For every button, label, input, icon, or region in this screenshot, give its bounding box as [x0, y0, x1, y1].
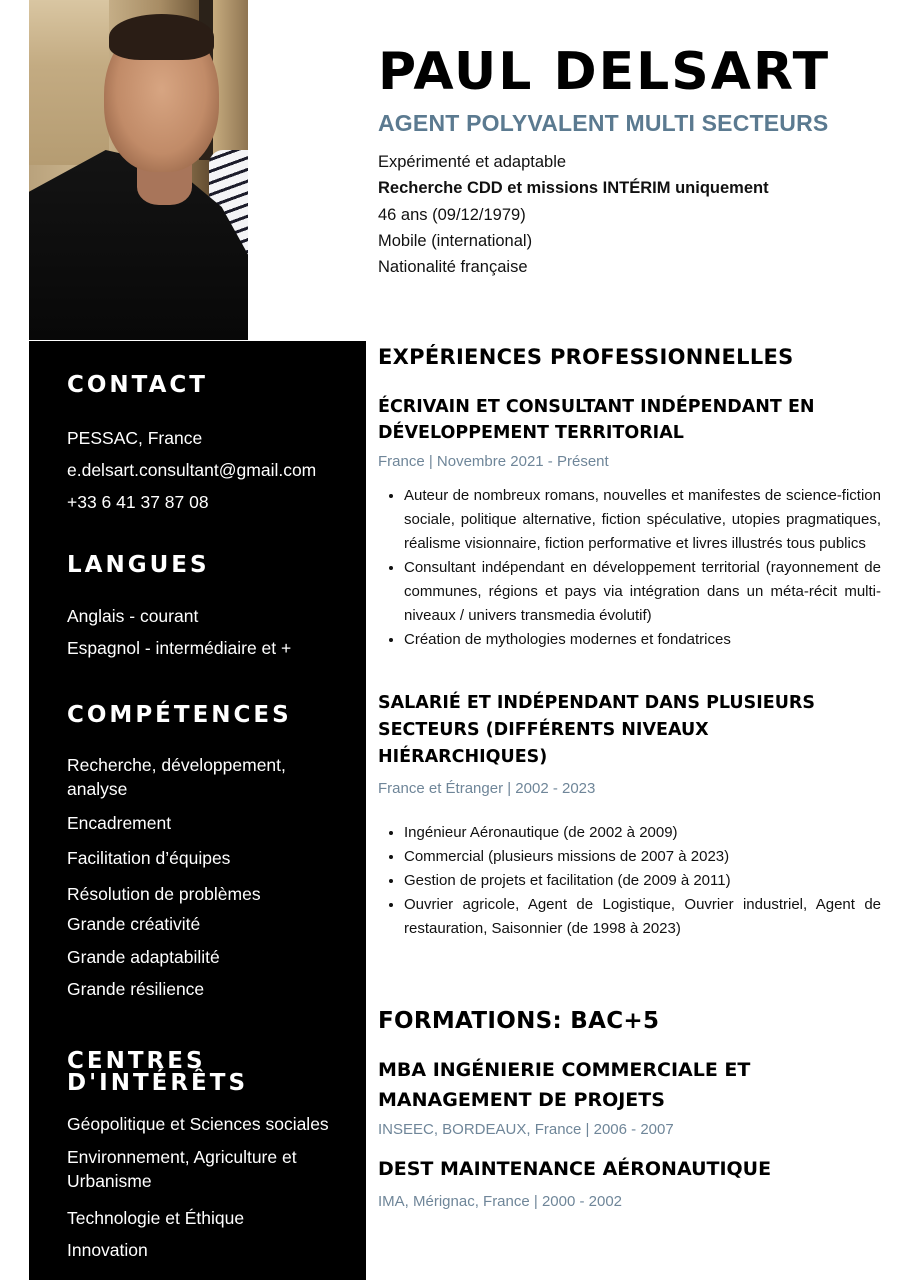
contact-phone[interactable]: +33 6 41 37 87 08 [67, 492, 209, 512]
job-meta-1: France | Novembre 2021 - Présent [378, 453, 609, 470]
skill-item: Grande adaptabilité [67, 947, 220, 967]
interest-item: Géopolitique et Sciences sociales [67, 1114, 329, 1134]
contact-email[interactable]: e.delsart.consultant@gmail.com [67, 460, 317, 480]
experience-title: EXPÉRIENCES PROFESSIONNELLES [378, 345, 794, 369]
job-bullet: • Ingénieur Aéronautique (de 2002 à 2009) [404, 821, 881, 845]
intro-line: Expérimenté et adaptable [378, 153, 567, 171]
interests-title [67, 1050, 357, 1094]
contact-title: CONTACT [67, 372, 208, 398]
job-bullets-2 [378, 821, 881, 941]
job-bullet: • Auteur de nombreux romans, nouvelles et manifestes de science-fiction sociale, politique alternative, fiction spéculative, utopies pragmatiques, réalisme visionnaire, fiction performative et livres illustrés tous publics [404, 484, 881, 556]
photo-person-hair [109, 14, 214, 60]
contact-section [67, 374, 357, 514]
job-bullet: • Gestion de projets et facilitation (de 2009 à 2011) [404, 869, 881, 893]
intro-line-mobility: Mobile (international) [378, 231, 533, 250]
education-item-title: MBA INGÉNIERIE COMMERCIALE ET MANAGEMENT DE PROJETS [378, 1059, 751, 1111]
job-bullet: • Consultant indépendant en développement territorial (rayonnement de communes, régions et pays via intégration dans un méta-récit multi-niveaux / univers transmedia évolutif) [404, 556, 881, 628]
skill-item: Grande créativité [67, 914, 201, 934]
skill-item: Recherche, développement, analyse [67, 755, 286, 799]
candidate-name: PAUL DELSART [378, 42, 831, 102]
education-item-meta: INSEEC, BORDEAUX, France | 2006 - 2007 [378, 1121, 674, 1138]
skills-title: COMPÉTENCES [67, 702, 292, 728]
skill-item: Résolution de problèmes [67, 884, 261, 904]
intro-line-nationality: Nationalité française [378, 258, 528, 277]
interest-item: Technologie et Éthique [67, 1208, 245, 1228]
languages-title: LANGUES [67, 552, 210, 578]
job-title: AGENT POLYVALENT MULTI SECTEURS [378, 110, 829, 136]
sidebar [29, 341, 366, 1280]
language-item: Espagnol - intermédiaire et + [67, 638, 292, 658]
photo-background [213, 0, 248, 160]
skill-item: Facilitation d’équipes [67, 848, 231, 868]
interests-title-line1: CENTRES [67, 1048, 206, 1074]
intro-line-highlight: Recherche CDD et missions INTÉRIM uniquement [378, 179, 769, 198]
profile-photo [29, 0, 248, 340]
job-meta-2: France et Étranger | 2002 - 2023 [378, 780, 596, 797]
intro-line-age: 46 ans (09/12/1979) [378, 205, 526, 224]
contact-location: PESSAC, France [67, 428, 203, 448]
education-item-meta: IMA, Mérignac, France | 2000 - 2002 [378, 1193, 623, 1210]
languages-section [67, 554, 357, 660]
education-title: FORMATIONS: BAC+5 [378, 1008, 660, 1034]
skill-item: Encadrement [67, 813, 172, 833]
skills-section [67, 704, 357, 1001]
job-bullet: • Commercial (plusieurs missions de 2007 à 2023) [404, 845, 881, 869]
job-bullets-1 [378, 484, 881, 652]
interests-title-line2: D'INTÉRÊTS [67, 1070, 249, 1096]
intro-block [378, 149, 769, 280]
job-bullet: • Ouvrier agricole, Agent de Logistique, Ouvrier industriel, Agent de restauration, Saisonnier (de 1998 à 2023) [404, 893, 881, 941]
photo-background [29, 0, 109, 165]
skill-item: Grande résilience [67, 979, 205, 999]
interests-section [67, 1050, 357, 1262]
job-bullet: • Création de mythologies modernes et fondatrices [404, 628, 881, 652]
language-item: Anglais - courant [67, 606, 199, 626]
interest-item: Environnement, Agriculture et Urbanisme [67, 1147, 297, 1191]
job-title-2: SALARIÉ ET INDÉPENDANT DANS PLUSIEURS SECTEURS (DIFFÉRENTS NIVEAUX HIÉRARCHIQUES) [378, 693, 816, 767]
job-title-1: ÉCRIVAIN ET CONSULTANT INDÉPENDANT EN DÉVELOPPEMENT TERRITORIAL [378, 397, 815, 443]
interest-item: Innovation [67, 1240, 148, 1260]
education-item-title: DEST MAINTENANCE AÉRONAUTIQUE [378, 1158, 772, 1180]
